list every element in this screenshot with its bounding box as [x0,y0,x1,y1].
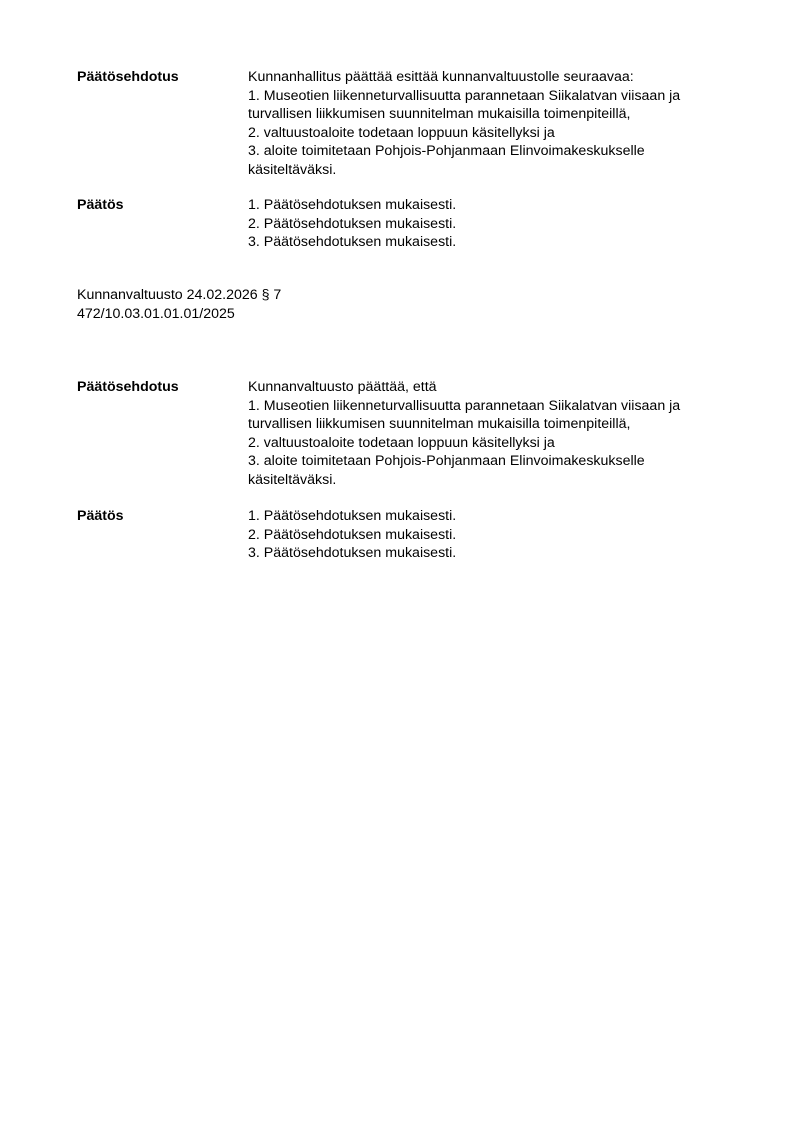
proposal-text [248,68,768,180]
decision-line: 3. Päätösehdotuksen mukaisesti. [248,234,457,251]
meeting-title: Kunnanvaltuusto 24.02.2026 § 7 [77,287,282,303]
proposal-row [0,378,794,490]
decision-line: 2. Päätösehdotuksen mukaisesti. [248,215,457,232]
decision-row [0,507,794,563]
decision-line: 2. Päätösehdotuksen mukaisesti. [248,526,457,543]
proposal-text [248,378,768,490]
decision-line: 1. Päätösehdotuksen mukaisesti. [248,197,457,213]
proposal-label: Päätösehdotus [77,69,179,85]
proposal-line: Kunnanvaltuusto päättää, että [248,379,437,395]
proposal-line: käsiteltäväksi. [248,161,337,178]
decision-line: 1. Päätösehdotuksen mukaisesti. [248,508,457,524]
record-number: 472/10.03.01.01.01/2025 [77,306,235,322]
section-council [0,378,794,490]
decision-text [248,196,768,252]
proposal-line: turvallisen liikkumisen suunnitelman mukaisilla toimenpiteillä, [248,106,631,123]
proposal-line: käsiteltäväksi. [248,471,337,488]
proposal-line: 3. aloite toimitetaan Pohjois-Pohjanmaan Elinvoimakeskukselle [248,453,645,470]
proposal-line: 1. Museotien liikenneturvallisuutta parannetaan Siikalatvan viisaan ja [248,87,681,104]
decision-label: Päätös [77,197,124,213]
decision-text [248,507,768,563]
proposal-line: turvallisen liikkumisen suunnitelman mukaisilla toimenpiteillä, [248,416,631,433]
proposal-label: Päätösehdotus [77,379,179,395]
proposal-line: 2. valtuustoaloite todetaan loppuun käsitellyksi ja [248,124,555,141]
decision-line: 3. Päätösehdotuksen mukaisesti. [248,545,457,562]
proposal-row [0,68,794,180]
proposal-line: 2. valtuustoaloite todetaan loppuun käsitellyksi ja [248,434,555,451]
proposal-line: Kunnanhallitus päättää esittää kunnanvaltuustolle seuraavaa: [248,69,634,85]
decision-row [0,196,794,252]
proposal-line: 3. aloite toimitetaan Pohjois-Pohjanmaan Elinvoimakeskukselle [248,143,645,160]
decision-label: Päätös [77,508,124,524]
section-board-decision [0,196,794,252]
proposal-line: 1. Museotien liikenneturvallisuutta parannetaan Siikalatvan viisaan ja [248,397,681,414]
section-board [0,68,794,180]
section-council-decision [0,507,794,563]
